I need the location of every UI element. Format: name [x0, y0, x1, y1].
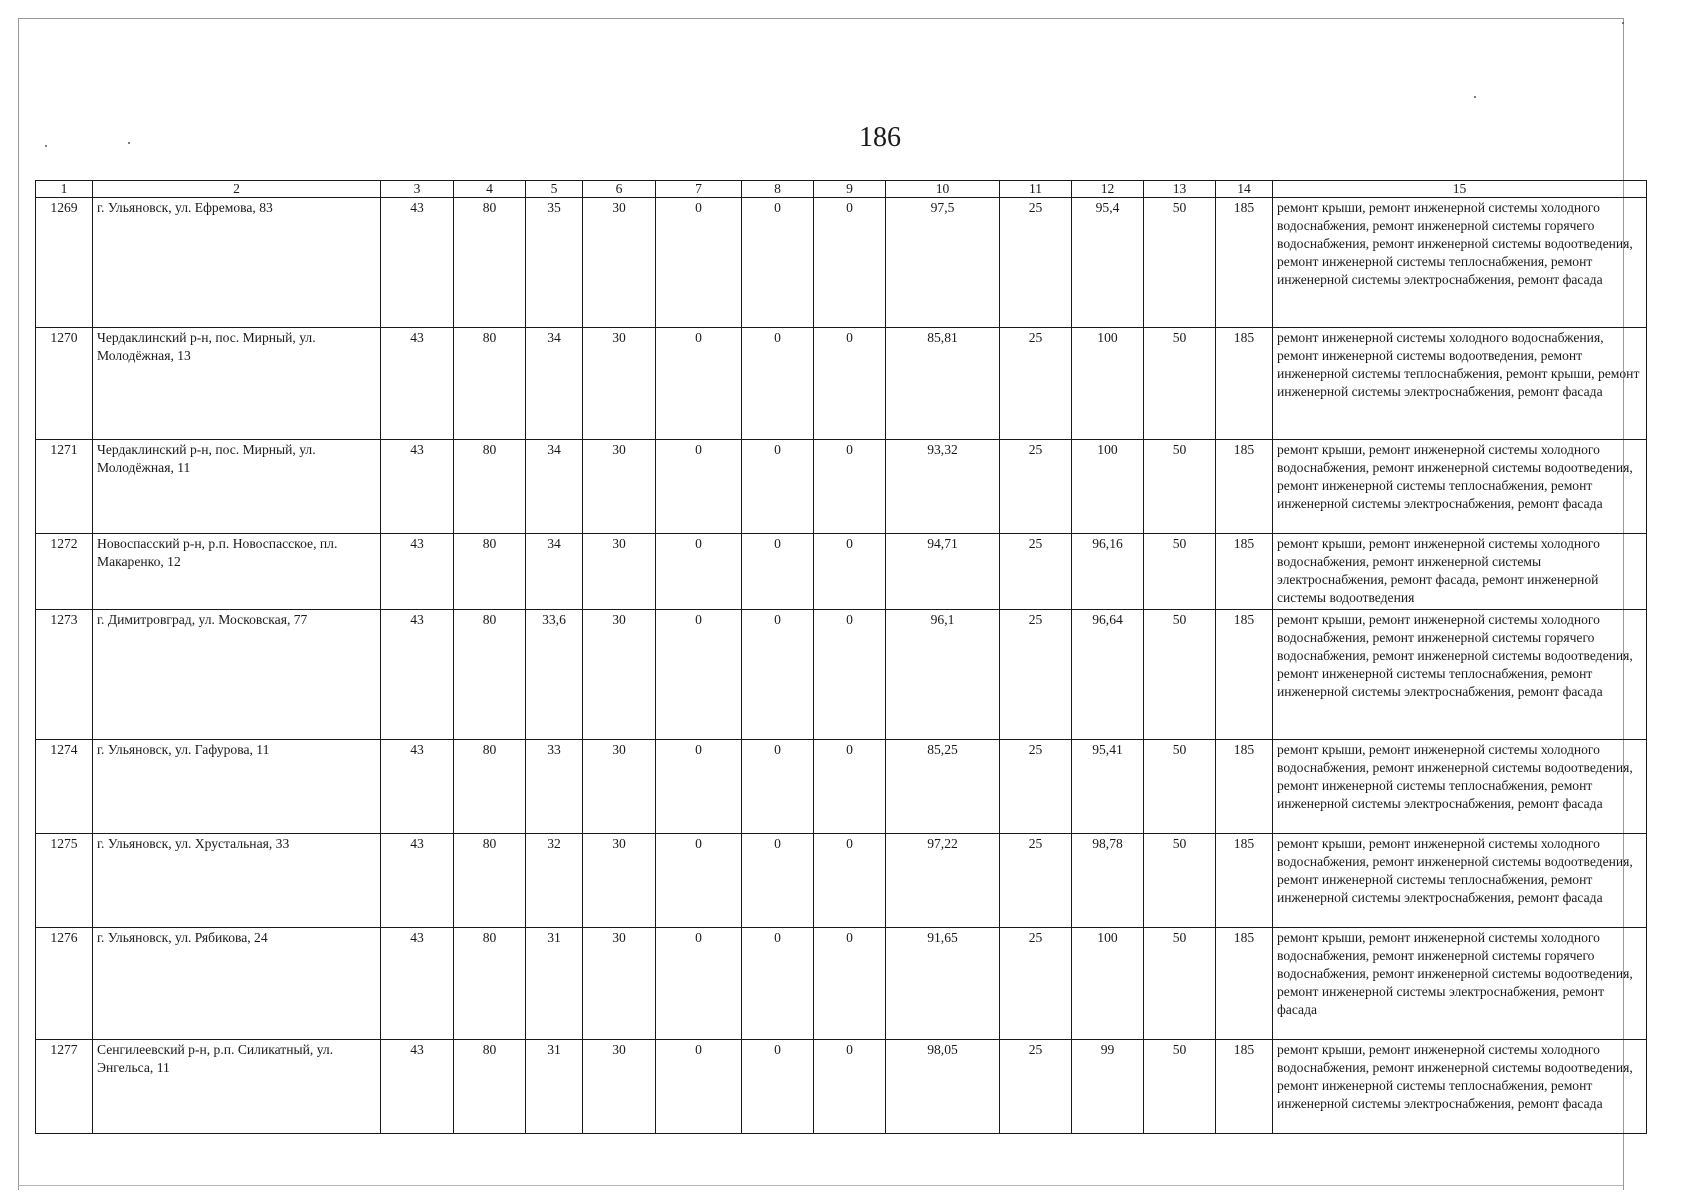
value-cell: 25: [1000, 610, 1072, 740]
value-cell: 33,6: [526, 610, 583, 740]
value-cell: 43: [381, 740, 454, 834]
value-cell: 98,05: [886, 1040, 1000, 1134]
column-header: 14: [1216, 181, 1273, 198]
value-cell: 0: [656, 1040, 742, 1134]
value-cell: 43: [381, 610, 454, 740]
value-cell: 80: [454, 440, 526, 534]
value-cell: 31: [526, 1040, 583, 1134]
address-cell: г. Ульяновск, ул. Хрустальная, 33: [93, 834, 381, 928]
table-row: [36, 834, 1647, 928]
value-cell: 50: [1144, 610, 1216, 740]
value-cell: 0: [742, 928, 814, 1040]
table-row: [36, 198, 1647, 328]
row-number: 1273: [36, 610, 93, 740]
row-number: 1272: [36, 534, 93, 610]
address-cell: Чердаклинский р-н, пос. Мирный, ул. Молодёжная, 13: [93, 328, 381, 440]
value-cell: 43: [381, 198, 454, 328]
works-cell: ремонт крыши, ремонт инженерной системы холодного водоснабжения, ремонт инженерной системы водоотведения, ремонт инженерной системы теплоснабжения, ремонт инженерной системы электроснабжения, ремонт фасада: [1273, 440, 1647, 534]
works-cell: ремонт крыши, ремонт инженерной системы холодного водоснабжения, ремонт инженерной системы горячего водоснабжения, ремонт инженерной системы водоотведения, ремонт инженерной системы теплоснабжения, ремонт инженерной системы электроснабжения, ремонт фасада: [1273, 198, 1647, 328]
works-cell: ремонт крыши, ремонт инженерной системы холодного водоснабжения, ремонт инженерной системы водоотведения, ремонт инженерной системы теплоснабжения, ремонт инженерной системы электроснабжения, ремонт фасада: [1273, 834, 1647, 928]
column-header: 7: [656, 181, 742, 198]
value-cell: 80: [454, 198, 526, 328]
value-cell: 185: [1216, 610, 1273, 740]
table-row: [36, 534, 1647, 610]
table-row: [36, 610, 1647, 740]
works-cell: ремонт крыши, ремонт инженерной системы холодного водоснабжения, ремонт инженерной системы горячего водоснабжения, ремонт инженерной системы водоотведения, ремонт инженерной системы теплоснабжения, ремонт инженерной системы электроснабжения, ремонт фасада: [1273, 610, 1647, 740]
value-cell: 185: [1216, 534, 1273, 610]
value-cell: 0: [656, 534, 742, 610]
value-cell: 43: [381, 440, 454, 534]
value-cell: 0: [742, 834, 814, 928]
value-cell: 0: [814, 610, 886, 740]
value-cell: 97,5: [886, 198, 1000, 328]
value-cell: 0: [656, 610, 742, 740]
column-header: 8: [742, 181, 814, 198]
value-cell: 185: [1216, 740, 1273, 834]
address-cell: г. Ульяновск, ул. Рябикова, 24: [93, 928, 381, 1040]
value-cell: 96,1: [886, 610, 1000, 740]
value-cell: 0: [742, 198, 814, 328]
value-cell: 30: [583, 1040, 656, 1134]
value-cell: 99: [1072, 1040, 1144, 1134]
row-number: 1271: [36, 440, 93, 534]
value-cell: 50: [1144, 328, 1216, 440]
row-number: 1276: [36, 928, 93, 1040]
value-cell: 185: [1216, 328, 1273, 440]
address-cell: г. Ульяновск, ул. Гафурова, 11: [93, 740, 381, 834]
value-cell: 30: [583, 534, 656, 610]
value-cell: 80: [454, 834, 526, 928]
row-number: 1269: [36, 198, 93, 328]
works-cell: ремонт крыши, ремонт инженерной системы холодного водоснабжения, ремонт инженерной системы водоотведения, ремонт инженерной системы теплоснабжения, ремонт инженерной системы электроснабжения, ремонт фасада: [1273, 1040, 1647, 1134]
column-header: 10: [886, 181, 1000, 198]
value-cell: 80: [454, 740, 526, 834]
address-cell: Сенгилеевский р-н, р.п. Силикатный, ул. Энгельса, 11: [93, 1040, 381, 1134]
value-cell: 185: [1216, 198, 1273, 328]
value-cell: 0: [814, 1040, 886, 1134]
value-cell: 43: [381, 328, 454, 440]
value-cell: 30: [583, 328, 656, 440]
works-cell: ремонт инженерной системы холодного водоснабжения, ремонт инженерной системы водоотведения, ремонт инженерной системы теплоснабжения, ремонт крыши, ремонт инженерной системы электроснабжения, ремонт фасада: [1273, 328, 1647, 440]
value-cell: 0: [814, 740, 886, 834]
column-header: 15: [1273, 181, 1647, 198]
page-frame-left: [18, 18, 19, 1190]
address-cell: Новоспасский р-н, р.п. Новоспасское, пл. Макаренко, 12: [93, 534, 381, 610]
value-cell: 25: [1000, 740, 1072, 834]
value-cell: 25: [1000, 928, 1072, 1040]
value-cell: 85,25: [886, 740, 1000, 834]
table-row: [36, 928, 1647, 1040]
column-header: 9: [814, 181, 886, 198]
value-cell: 25: [1000, 328, 1072, 440]
value-cell: 34: [526, 534, 583, 610]
value-cell: 0: [742, 740, 814, 834]
column-header: 13: [1144, 181, 1216, 198]
value-cell: 30: [583, 834, 656, 928]
value-cell: 80: [454, 328, 526, 440]
page-frame-top: [18, 18, 1623, 19]
value-cell: 0: [814, 328, 886, 440]
value-cell: 0: [742, 328, 814, 440]
value-cell: 0: [742, 610, 814, 740]
value-cell: 25: [1000, 534, 1072, 610]
value-cell: 50: [1144, 440, 1216, 534]
value-cell: 0: [742, 534, 814, 610]
value-cell: 0: [814, 198, 886, 328]
column-header: 3: [381, 181, 454, 198]
value-cell: 0: [656, 328, 742, 440]
value-cell: 30: [583, 440, 656, 534]
value-cell: 43: [381, 928, 454, 1040]
row-number: 1270: [36, 328, 93, 440]
row-number: 1274: [36, 740, 93, 834]
repair-table: [35, 180, 1647, 1134]
value-cell: 0: [814, 534, 886, 610]
column-header: 6: [583, 181, 656, 198]
value-cell: 50: [1144, 740, 1216, 834]
value-cell: 100: [1072, 440, 1144, 534]
value-cell: 50: [1144, 834, 1216, 928]
value-cell: 34: [526, 440, 583, 534]
value-cell: 100: [1072, 328, 1144, 440]
column-header: 2: [93, 181, 381, 198]
value-cell: 0: [742, 440, 814, 534]
value-cell: 43: [381, 1040, 454, 1134]
value-cell: 0: [814, 928, 886, 1040]
value-cell: 93,32: [886, 440, 1000, 534]
value-cell: 96,16: [1072, 534, 1144, 610]
value-cell: 80: [454, 534, 526, 610]
header-row: [36, 181, 1647, 198]
value-cell: 32: [526, 834, 583, 928]
row-number: 1277: [36, 1040, 93, 1134]
value-cell: 0: [656, 834, 742, 928]
value-cell: 94,71: [886, 534, 1000, 610]
value-cell: 185: [1216, 440, 1273, 534]
value-cell: 0: [656, 440, 742, 534]
value-cell: 25: [1000, 1040, 1072, 1134]
value-cell: 30: [583, 928, 656, 1040]
value-cell: 185: [1216, 834, 1273, 928]
column-header: 1: [36, 181, 93, 198]
works-cell: ремонт крыши, ремонт инженерной системы холодного водоснабжения, ремонт инженерной системы горячего водоснабжения, ремонт инженерной системы водоотведения, ремонт инженерной системы электроснабжения, ремонт фасада: [1273, 928, 1647, 1040]
value-cell: 80: [454, 610, 526, 740]
address-cell: г. Димитровград, ул. Московская, 77: [93, 610, 381, 740]
value-cell: 97,22: [886, 834, 1000, 928]
value-cell: 43: [381, 834, 454, 928]
value-cell: 85,81: [886, 328, 1000, 440]
table-row: [36, 740, 1647, 834]
works-cell: ремонт крыши, ремонт инженерной системы холодного водоснабжения, ремонт инженерной системы электроснабжения, ремонт фасада, ремонт инженерной системы водоотведения: [1273, 534, 1647, 610]
table-row: [36, 440, 1647, 534]
value-cell: 80: [454, 928, 526, 1040]
value-cell: 30: [583, 198, 656, 328]
value-cell: 25: [1000, 834, 1072, 928]
address-cell: Чердаклинский р-н, пос. Мирный, ул. Молодёжная, 11: [93, 440, 381, 534]
value-cell: 95,41: [1072, 740, 1144, 834]
value-cell: 100: [1072, 928, 1144, 1040]
value-cell: 30: [583, 610, 656, 740]
table-row: [36, 328, 1647, 440]
value-cell: 95,4: [1072, 198, 1144, 328]
column-header: 11: [1000, 181, 1072, 198]
value-cell: 35: [526, 198, 583, 328]
value-cell: 30: [583, 740, 656, 834]
value-cell: 50: [1144, 534, 1216, 610]
column-header: 12: [1072, 181, 1144, 198]
value-cell: 0: [656, 740, 742, 834]
value-cell: 185: [1216, 928, 1273, 1040]
value-cell: 91,65: [886, 928, 1000, 1040]
value-cell: 0: [742, 1040, 814, 1134]
value-cell: 98,78: [1072, 834, 1144, 928]
page-frame-bottom: [18, 1185, 1623, 1186]
column-header: 5: [526, 181, 583, 198]
works-cell: ремонт крыши, ремонт инженерной системы холодного водоснабжения, ремонт инженерной системы водоотведения, ремонт инженерной системы теплоснабжения, ремонт инженерной системы электроснабжения, ремонт фасада: [1273, 740, 1647, 834]
value-cell: 43: [381, 534, 454, 610]
value-cell: 0: [814, 440, 886, 534]
value-cell: 0: [656, 198, 742, 328]
value-cell: 50: [1144, 198, 1216, 328]
value-cell: 50: [1144, 928, 1216, 1040]
table-row: [36, 1040, 1647, 1134]
value-cell: 25: [1000, 198, 1072, 328]
value-cell: 50: [1144, 1040, 1216, 1134]
value-cell: 31: [526, 928, 583, 1040]
value-cell: 0: [814, 834, 886, 928]
row-number: 1275: [36, 834, 93, 928]
value-cell: 33: [526, 740, 583, 834]
value-cell: 185: [1216, 1040, 1273, 1134]
value-cell: 34: [526, 328, 583, 440]
scan-speck: [1622, 22, 1624, 24]
scan-speck: [1474, 96, 1476, 98]
page-number: 186: [859, 122, 901, 153]
value-cell: 0: [656, 928, 742, 1040]
address-cell: г. Ульяновск, ул. Ефремова, 83: [93, 198, 381, 328]
value-cell: 80: [454, 1040, 526, 1134]
column-header: 4: [454, 181, 526, 198]
value-cell: 25: [1000, 440, 1072, 534]
value-cell: 96,64: [1072, 610, 1144, 740]
